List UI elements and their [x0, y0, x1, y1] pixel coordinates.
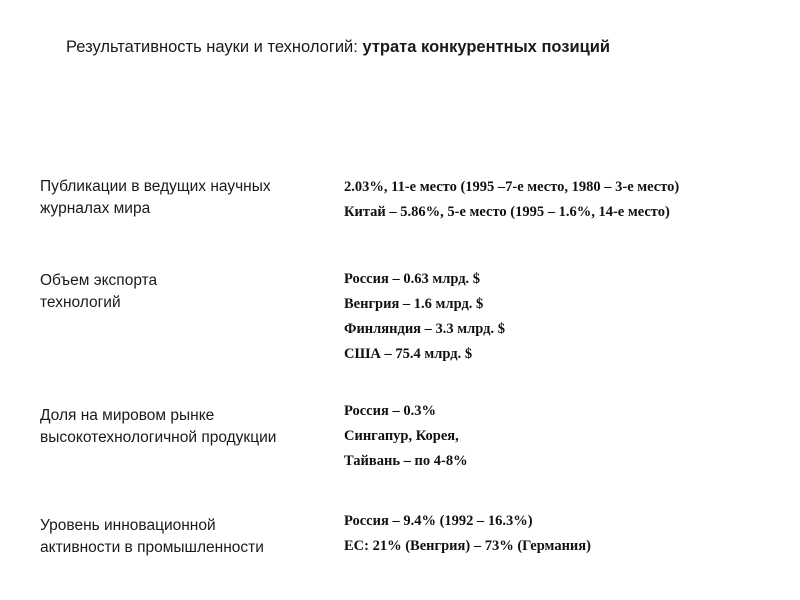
row-value-line: Венгрия – 1.6 млрд. $ — [344, 296, 484, 312]
title-emphasis: утрата конкурентных позиций — [362, 38, 611, 56]
row-values — [344, 509, 794, 559]
row-label-line: технологий — [40, 294, 121, 311]
row-value-line: Сингапур, Корея, — [344, 428, 459, 444]
title-prefix: Результативность науки и технологий: — [66, 38, 358, 56]
row-label-line: активности в промышленности — [40, 539, 264, 556]
row-label-line: журналах мира — [40, 200, 151, 217]
row-label — [40, 405, 340, 449]
row-value-line: ЕС: 21% (Венгрия) – 73% (Германия) — [344, 538, 591, 554]
row-value-line: Россия – 0.3% — [344, 403, 436, 419]
row-value-line: Финляндия – 3.3 млрд. $ — [344, 321, 506, 337]
row-value-line: США – 75.4 млрд. $ — [344, 346, 473, 362]
row-label-line: Объем экспорта — [40, 272, 158, 289]
row-label — [40, 515, 340, 559]
row-label-line: Доля на мировом рынке — [40, 407, 215, 424]
row-values — [344, 399, 794, 474]
page-title — [66, 38, 610, 57]
row-values — [344, 175, 794, 225]
row-label-line: Уровень инновационной — [40, 517, 216, 534]
row-value-line: Россия – 0.63 млрд. $ — [344, 271, 481, 287]
row-values — [344, 267, 794, 367]
row-value-line: Тайвань – по 4-8% — [344, 453, 468, 469]
row-value-line: 2.03%, 11-е место (1995 –7-е место, 1980 – 3-е место) — [344, 179, 680, 195]
row-value-line: Китай – 5.86%, 5-е место (1995 – 1.6%, 14-е место) — [344, 204, 670, 220]
row-label-line: Публикации в ведущих научных — [40, 178, 271, 195]
row-label — [40, 270, 340, 314]
row-label-line: высокотехнологичной продукции — [40, 429, 277, 446]
row-value-line: Россия – 9.4% (1992 – 16.3%) — [344, 513, 533, 529]
row-label — [40, 176, 340, 220]
